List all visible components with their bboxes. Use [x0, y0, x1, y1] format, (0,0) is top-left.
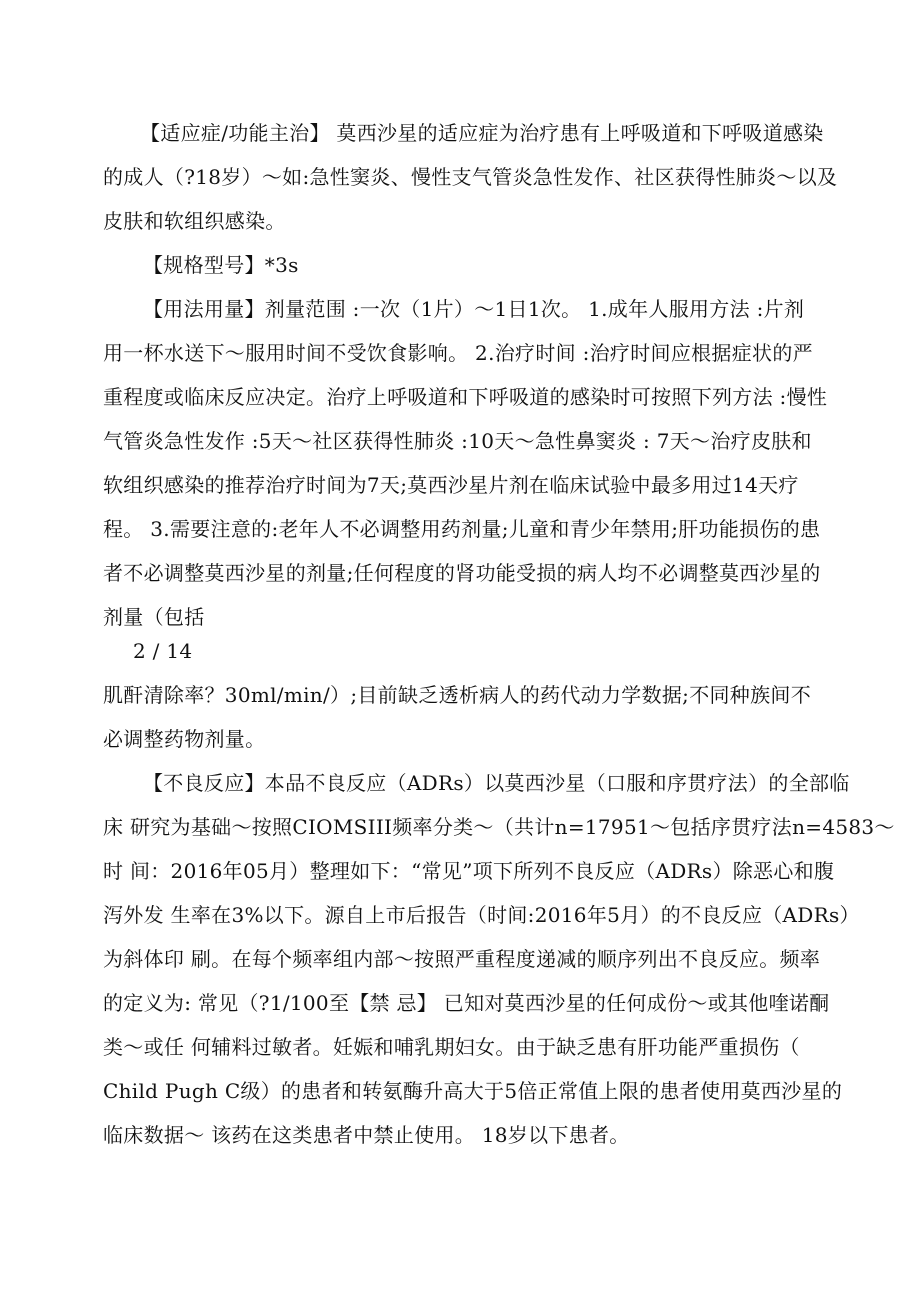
adverse-line-9: 临床数据～ 该药在这类患者中禁止使用。 18岁以下患者。 [103, 1123, 630, 1147]
adverse-line-6: 的定义为: 常见（?1/100至【禁 忌】 已知对莫西沙星的任何成份～或其他喹诺酮 [103, 991, 830, 1015]
indication-line-1: 【适应症/功能主治】 莫西沙星的适应症为治疗患有上呼吸道和下呼吸道感染 [140, 121, 824, 145]
dosage-line-5: 软组织感染的推荐治疗时间为7天;莫西沙星片剂在临床试验中最多用过14天疗 [103, 473, 799, 497]
adverse-line-4: 泻外发 生率在3%以下。源自上市后报告（时间:2016年5月）的不良反应（ADRs） [103, 903, 860, 927]
page-number: 2 / 14 [133, 639, 193, 663]
spec-line: 【规格型号】*3s [143, 253, 299, 277]
adverse-line-5: 为斜体印 刷。在每个频率组内部～按照严重程度递减的顺序列出不良反应。频率 [103, 947, 821, 971]
continuation-line-1: 肌酐清除率？30ml/min/）;目前缺乏透析病人的药代动力学数据;不同种族间不 [103, 683, 812, 707]
dosage-line-4: 气管炎急性发作 :5天～社区获得性肺炎 :10天～急性鼻窦炎 : 7天～治疗皮肤和 [103, 429, 812, 453]
dosage-line-1: 【用法用量】剂量范围 :一次（1片）～1日1次。 1.成年人服用方法 :片剂 [143, 297, 805, 321]
adverse-line-3: 时 间：2016年05月）整理如下：“常见”项下所列不良反应（ADRs）除恶心和腹 [103, 859, 835, 883]
dosage-line-7: 者不必调整莫西沙星的剂量;任何程度的肾功能受损的病人均不必调整莫西沙星的 [103, 561, 821, 585]
dosage-line-6: 程。 3.需要注意的:老年人不必调整用药剂量;儿童和青少年禁用;肝功能损伤的患 [103, 517, 821, 541]
indication-line-3: 皮肤和软组织感染。 [103, 209, 286, 233]
adverse-line-2: 床 研究为基础～按照CIOMSIII频率分类～（共计n=17951～包括序贯疗法n=4583～ [103, 815, 895, 839]
indication-line-2: 的成人（?18岁）～如:急性窦炎、慢性支气管炎急性发作、社区获得性肺炎～以及 [103, 165, 838, 189]
dosage-line-2: 用一杯水送下～服用时间不受饮食影响。 2.治疗时间 :治疗时间应根据症状的严 [103, 341, 813, 365]
dosage-line-8: 剂量（包括 [103, 605, 205, 629]
dosage-line-3: 重程度或临床反应决定。治疗上呼吸道和下呼吸道的感染时可按照下列方法 :慢性 [103, 385, 828, 409]
adverse-line-1: 【不良反应】本品不良反应（ADRs）以莫西沙星（口服和序贯疗法）的全部临 [143, 771, 850, 795]
continuation-line-2: 必调整药物剂量。 [103, 727, 266, 751]
adverse-line-7: 类～或任 何辅料过敏者。妊娠和哺乳期妇女。由于缺乏患有肝功能严重损伤（ [103, 1035, 800, 1059]
adverse-line-8: Child Pugh C级）的患者和转氨酶升高大于5倍正常值上限的患者使用莫西沙星的 [103, 1079, 843, 1103]
